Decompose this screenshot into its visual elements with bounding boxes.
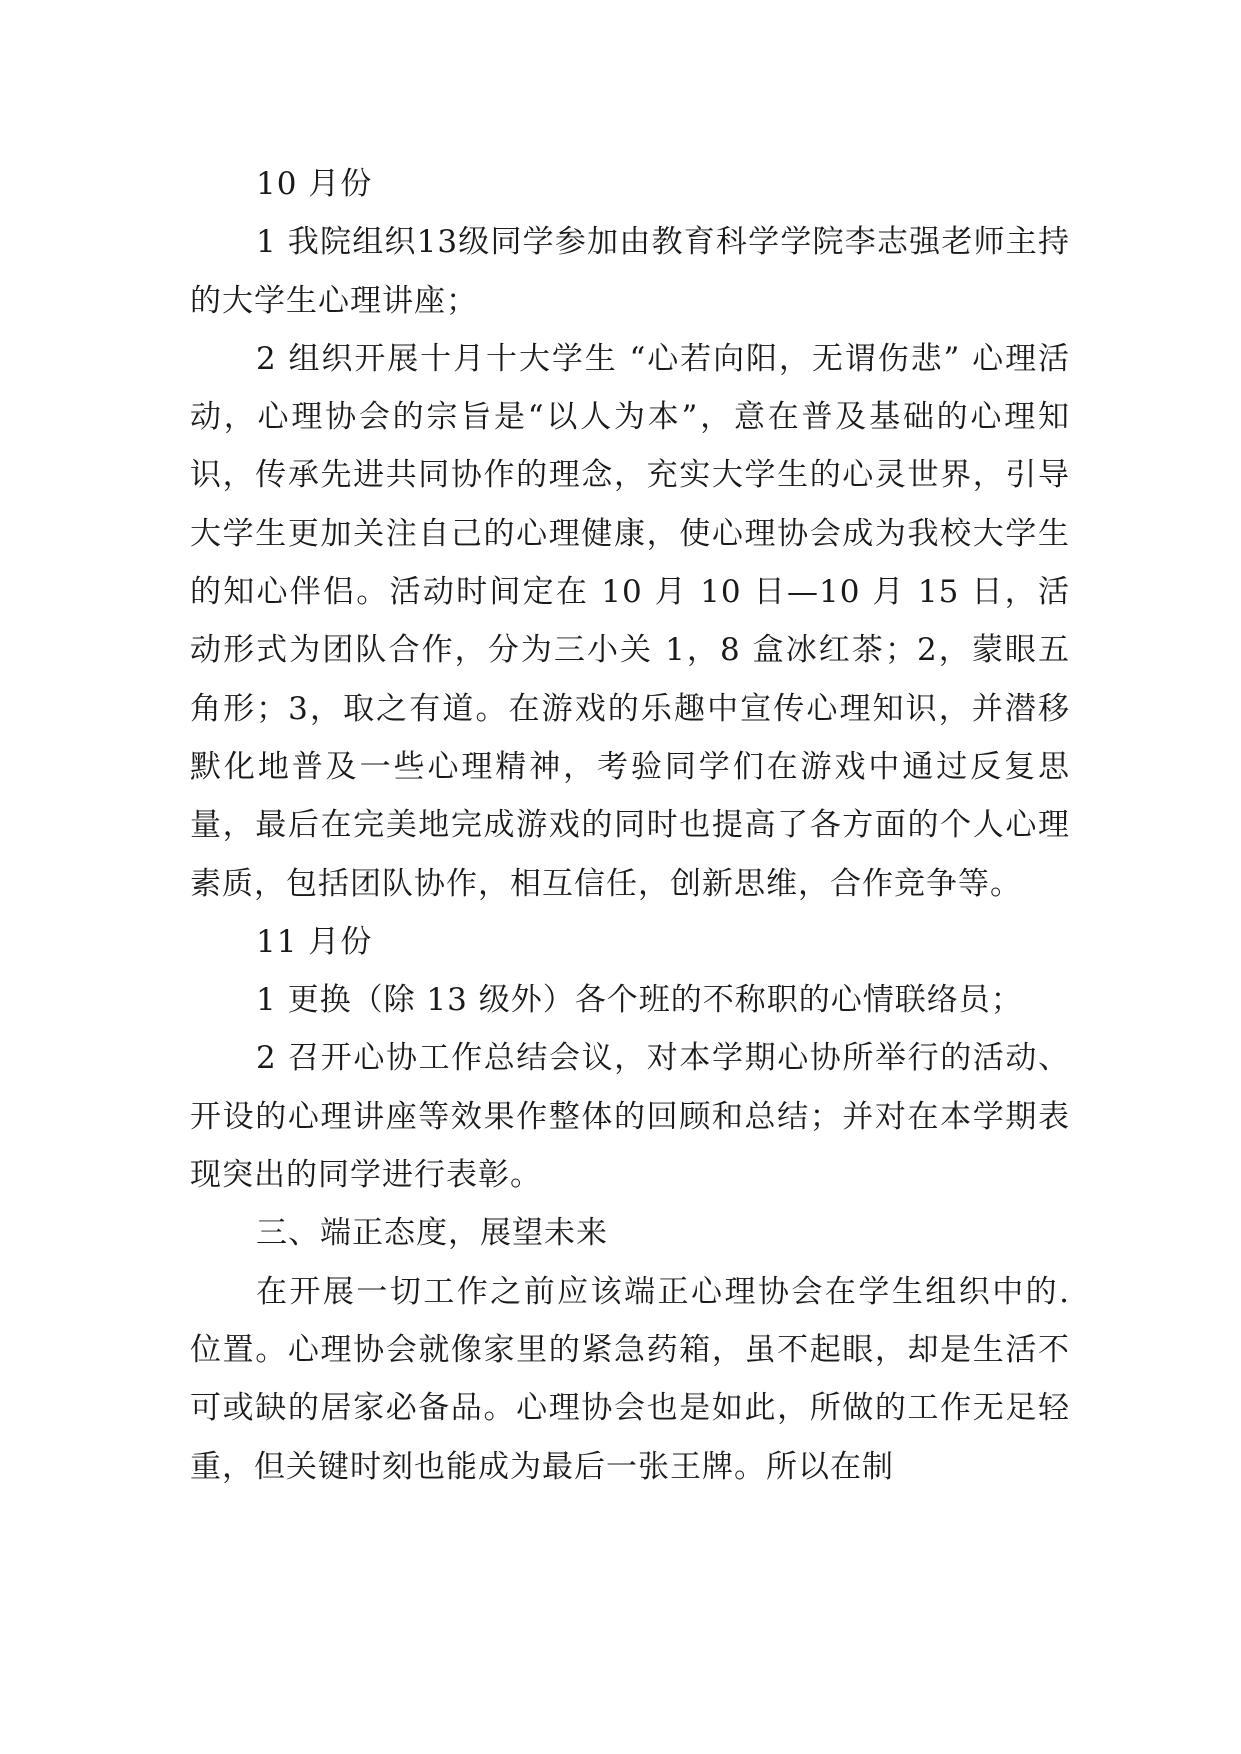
paragraph-attitude: 在开展一切工作之前应该端正心理协会在学生组织中的. 位置。心理协会就像家里的紧急药箱，虽不起眼，却是生活不可或缺的居家必备品。心理协会也是如此，所做的工作无足轻重，但关键时刻也能成为最后一张王牌。所以在制	[190, 1273, 1070, 1485]
paragraph-lecture: 1 我院组织13级同学参加由教育科学学院李志强老师主持的大学生心理讲座；	[190, 224, 1070, 319]
paragraph-october-activity: 2 组织开展十月十大学生 “心若向阳，无谓伤悲” 心理活动，心理协会的宗旨是“以人为本”，意在普及基础的心理知识，传承先进共同协作的理念，充实大学生的心灵世界，引导大学生更加关注自己的心理健康，使心理协会成为我校大学生的知心伴侣。活动时间定在 10 月 10 日—10 月 15 日，活动形式为团队合作，分为三小关 1，8 盒冰红茶；2，蒙眼五角形；3，取之有道。在游戏的乐趣中宣传心理知识，并潜移默化地普及一些心理精神，考验同学们在游戏中通过反复思量，最后在完美地完成游戏的同时也提高了各方面的个人心理素质，包括团队协作，相互信任，创新思维，合作竞争等。	[190, 340, 1070, 902]
section-heading-october: 10 月份	[256, 166, 373, 202]
section-heading-attitude: 三、端正态度，展望未来	[256, 1215, 608, 1252]
paragraph-replace-liaisons: 1 更换（除 13 级外）各个班的不称职的心情联络员；	[256, 982, 1023, 1019]
paragraph-summary-meeting: 2 召开心协工作总结会议，对本学期心协所举行的活动、开设的心理讲座等效果作整体的回顾和总结；并对在本学期表现突出的同学进行表彰。	[190, 1040, 1070, 1194]
section-heading-november: 11 月份	[256, 923, 373, 960]
document-body	[190, 155, 1070, 1496]
